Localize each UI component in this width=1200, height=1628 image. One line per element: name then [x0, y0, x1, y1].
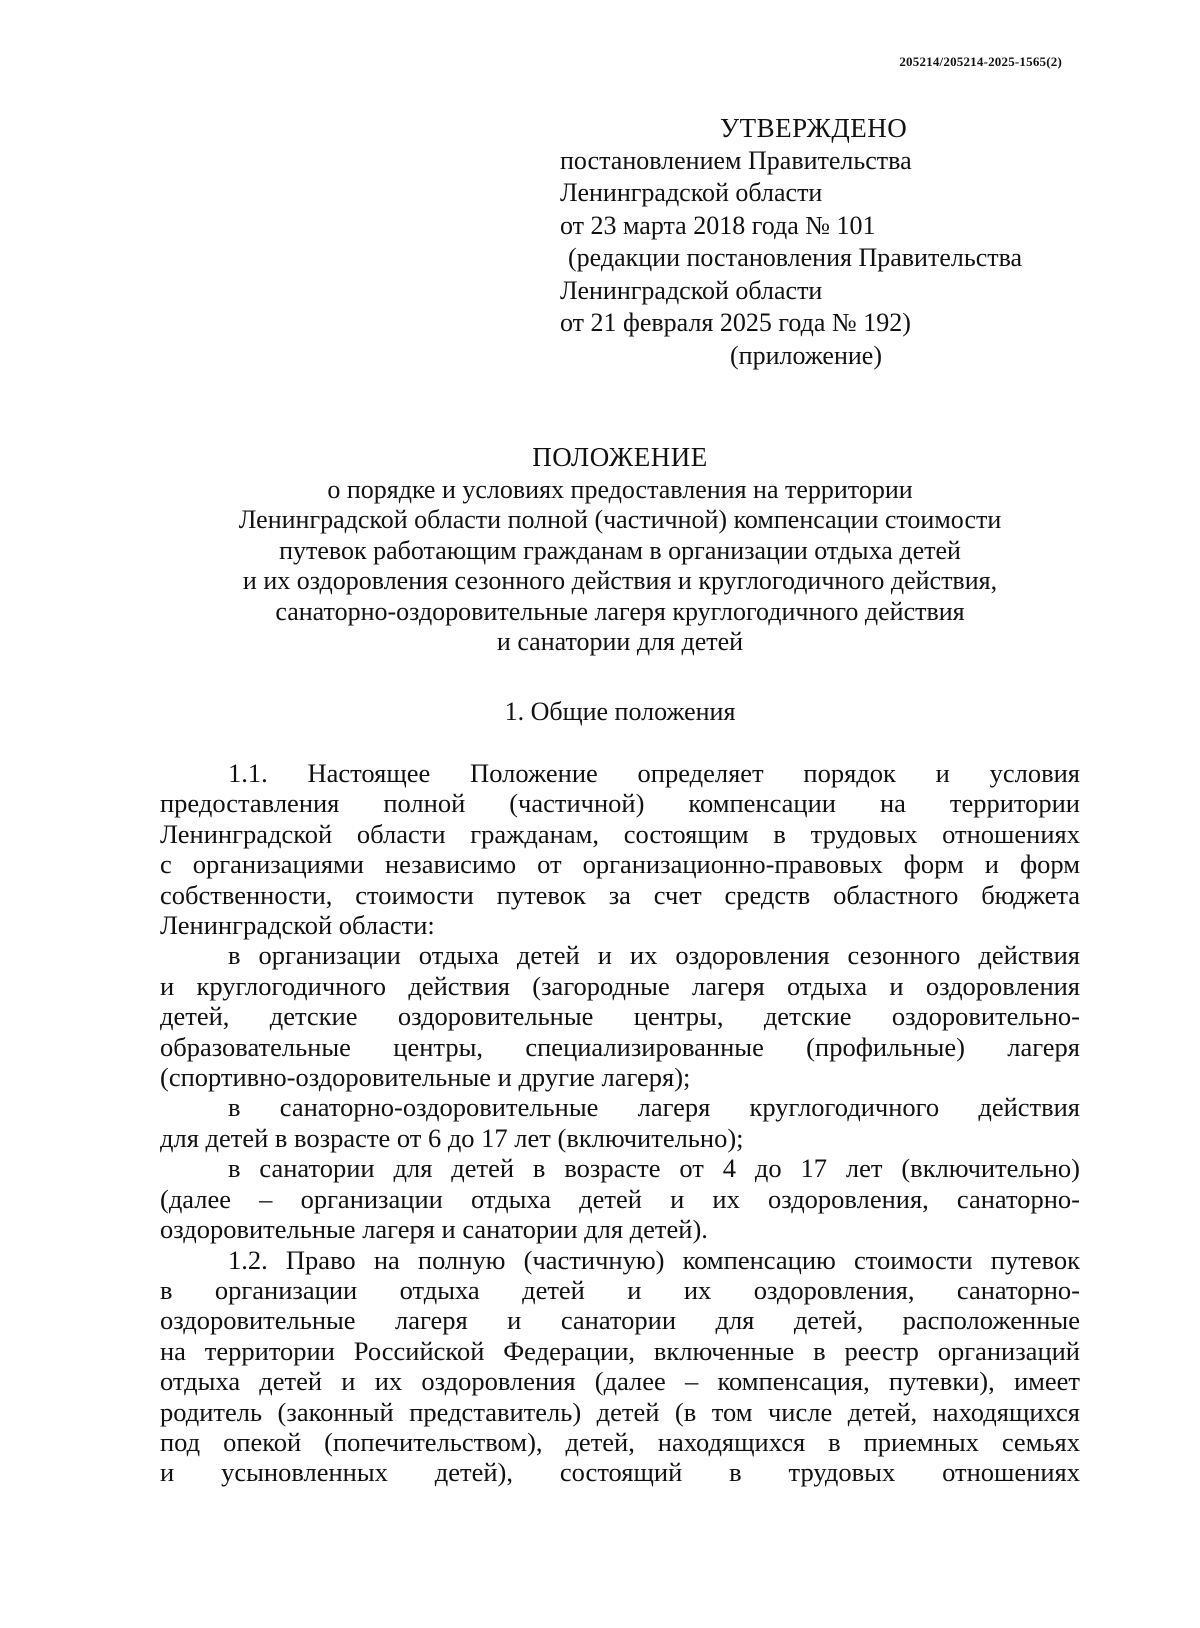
- paragraph-line: на территории Российской Федерации, включенные в реестр организаций: [160, 1335, 1080, 1366]
- regulation-subtitle-line: и санатории для детей: [496, 627, 744, 656]
- paragraph-line: под опекой (попечительством), детей, находящихся в приемных семьях: [160, 1426, 1080, 1457]
- regulation-title: ПОЛОЖЕНИЕ: [532, 442, 708, 472]
- paragraph-line: детей, детские оздоровительные центры, детские оздоровительно-: [160, 1001, 1080, 1032]
- paragraph-line: отдыха детей и их оздоровления (далее – компенсация, путевки), имеет: [160, 1366, 1080, 1397]
- paragraph-line: 1.1. Настоящее Положение определяет порядок и условия: [228, 758, 1080, 788]
- regulation-title-block: [160, 442, 1080, 658]
- section-heading: 1. Общие положения: [504, 697, 736, 726]
- paragraph-line: предоставления полной (частичной) компенсации на территории: [160, 788, 1080, 819]
- paragraph-line: и круглогодичного действия (загородные лагеря отдыха и оздоровления: [160, 970, 1080, 1001]
- paragraph-line: оздоровительные лагеря и санатории для детей, расположенные: [160, 1305, 1080, 1336]
- approval-line: Ленинградской области: [560, 178, 823, 207]
- approval-line: от 23 марта 2018 года № 101: [560, 210, 876, 240]
- paragraph-line: и усыновленных детей), состоящий в трудовых отношениях: [160, 1457, 1080, 1488]
- approval-line: (редакции постановления Правительства: [568, 243, 1023, 272]
- approval-appendix-note: (приложение): [730, 340, 883, 370]
- paragraph-line: родитель (законный представитель) детей (в том числе детей, находящихся: [160, 1396, 1080, 1427]
- paragraph-line: (далее – организации отдыха детей и их оздоровления, санаторно-: [160, 1183, 1080, 1214]
- paragraph-line: в санаторно-оздоровительные лагеря круглогодичного действия: [228, 1092, 1080, 1123]
- paragraph-line: в организации отдыха детей и их оздоровления, санаторно-: [160, 1274, 1080, 1305]
- paragraph-line: Ленинградской области:: [160, 910, 435, 941]
- paragraph-line: с организациями независимо от организационно-правовых форм и форм: [160, 849, 1080, 880]
- paragraph-line: Ленинградской области гражданам, состоящим в трудовых отношениях: [160, 818, 1080, 849]
- paragraph-line: в организации отдыха детей и их оздоровления сезонного действия: [228, 940, 1080, 971]
- regulation-subtitle-line: Ленинградской области полной (частичной) компенсации стоимости: [238, 505, 1002, 534]
- paragraph-line: в санатории для детей в возрасте от 4 до 17 лет (включительно): [228, 1153, 1080, 1184]
- approval-line: от 21 февраля 2025 года № 192): [560, 308, 911, 337]
- paragraph-line: для детей в возрасте от 6 до 17 лет (включительно);: [160, 1122, 744, 1153]
- regulation-subtitle-line: о порядке и условиях предоставления на территории: [327, 474, 913, 504]
- approval-line: постановлением Правительства: [560, 145, 912, 175]
- paragraph-line: 1.2. Право на полную (частичную) компенсацию стоимости путевок: [228, 1244, 1080, 1275]
- approval-line: Ленинградской области: [560, 275, 823, 305]
- body-text: [160, 758, 1080, 1488]
- paragraph-line: образовательные центры, специализированные (профильные) лагеря: [160, 1031, 1080, 1062]
- regulation-subtitle-line: санаторно-оздоровительные лагеря круглогодичного действия: [275, 596, 965, 626]
- document-registration-code: 205214/205214-2025-1565(2): [899, 54, 1062, 69]
- paragraph-line: (спортивно-оздоровительные и другие лагеря);: [160, 1062, 691, 1093]
- paragraph-line: собственности, стоимости путевок за счет средств областного бюджета: [160, 879, 1080, 910]
- approval-title: УТВЕРЖДЕНО: [720, 113, 908, 143]
- regulation-subtitle-line: путевок работающим гражданам в организации отдыха детей: [279, 535, 961, 565]
- approval-stamp-block: [560, 112, 1120, 372]
- regulation-subtitle-line: и их оздоровления сезонного действия и круглогодичного действия,: [242, 566, 998, 595]
- paragraph-line: оздоровительные лагеря и санатории для детей).: [160, 1214, 708, 1245]
